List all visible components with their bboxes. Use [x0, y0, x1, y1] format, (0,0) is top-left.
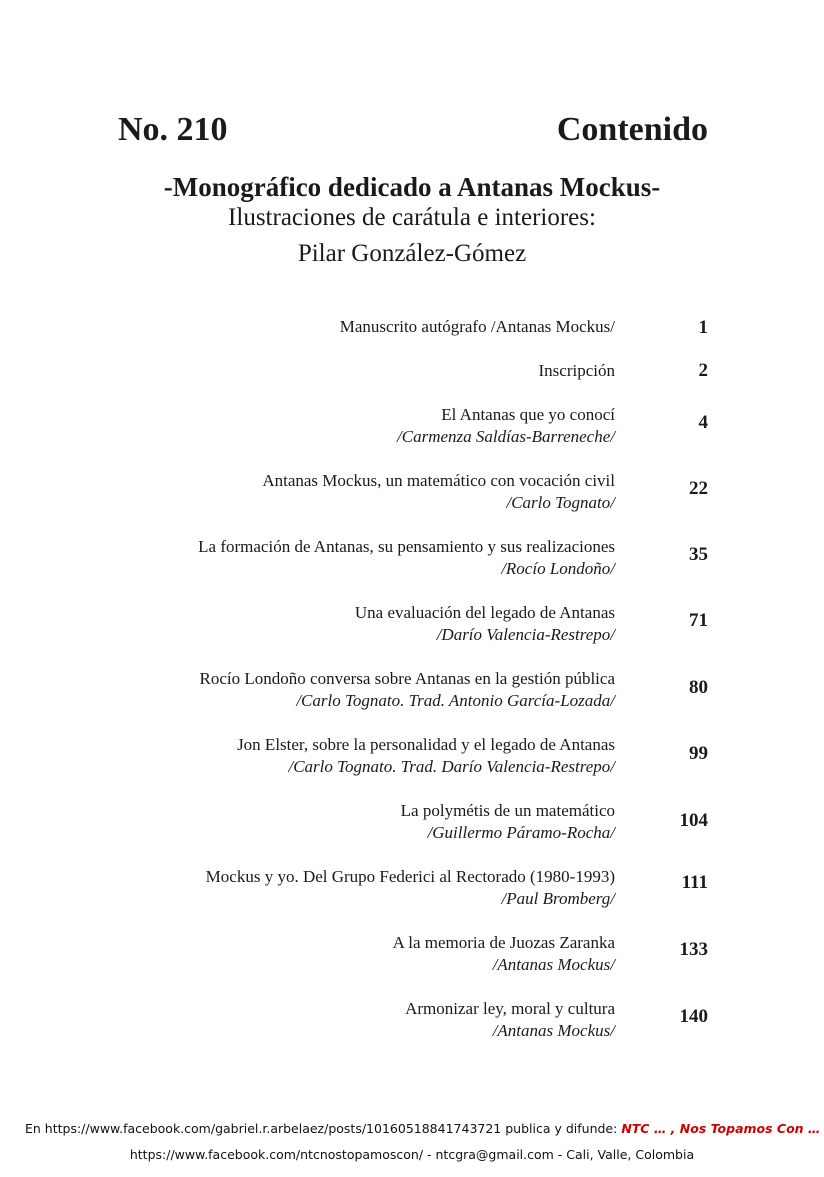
entry-author: /Rocío Londoño/: [501, 559, 615, 578]
illustration-credit-label: Ilustraciones de carátula e interiores:: [228, 204, 596, 231]
entry-author: /Carlo Tognato/: [506, 493, 615, 512]
entry-page-number: 99: [689, 743, 708, 764]
entry-page-number: 80: [689, 677, 708, 698]
entry-title: Rocío Londoño conversa sobre Antanas en la gestión pública: [199, 669, 615, 688]
entry-page-number: 22: [689, 478, 708, 499]
entry-title: La formación de Antanas, su pensamiento y sus realizaciones: [198, 537, 615, 556]
entry-author: /Paul Bromberg/: [501, 889, 615, 908]
entry-author: /Carlo Tognato. Trad. Antonio García-Lozada/: [296, 691, 615, 710]
entry-page-number: 2: [698, 360, 708, 381]
entry-title: Mockus y yo. Del Grupo Federici al Rectorado (1980-1993): [205, 867, 615, 886]
footer-source-text: En https://www.facebook.com/gabriel.r.arbelaez/posts/10160518841743721 publica y difunde:: [25, 1121, 622, 1136]
entry-page-number: 1: [698, 317, 708, 338]
entry-title: Antanas Mockus, un matemático con vocación civil: [262, 471, 615, 490]
entry-title: Manuscrito autógrafo /Antanas Mockus/: [339, 317, 615, 336]
entry-title: Una evaluación del legado de Antanas: [354, 603, 615, 622]
monograph-subtitle: -Monográfico dedicado a Antanas Mockus-: [163, 172, 661, 202]
entry-title: Armonizar ley, moral y cultura: [405, 999, 615, 1018]
entry-author: /Darío Valencia-Restrepo/: [436, 625, 615, 644]
entry-page-number: 111: [681, 872, 708, 893]
entry-page-number: 104: [679, 810, 708, 831]
entry-page-number: 133: [679, 939, 708, 960]
entry-page-number: 35: [689, 544, 708, 565]
footer-contact-line: https://www.facebook.com/ntcnostopamoscon/ - ntcgra@gmail.com - Cali, Valle, Colombia: [129, 1147, 695, 1162]
entry-page-number: 140: [679, 1006, 708, 1027]
contents-heading: Contenido: [556, 111, 708, 148]
entry-title: La polymétis de un matemático: [400, 801, 615, 820]
footer-source-line: [0, 1121, 824, 1136]
entry-author: /Antanas Mockus/: [492, 1021, 615, 1040]
entry-title: Inscripción: [538, 361, 615, 380]
entry-title: Jon Elster, sobre la personalidad y el legado de Antanas: [237, 735, 615, 754]
illustrator-name: Pilar González-Gómez: [297, 240, 527, 267]
entry-title: A la memoria de Juozas Zaranka: [392, 933, 615, 952]
entry-author: /Guillermo Páramo-Rocha/: [427, 823, 615, 842]
entry-title: El Antanas que yo conocí: [441, 405, 615, 424]
entry-author: /Carmenza Saldías-Barreneche/: [397, 427, 615, 446]
footer-tagline: NTC … , Nos Topamos Con …: [621, 1121, 821, 1136]
page-header: [118, 108, 708, 152]
entry-author: /Antanas Mockus/: [492, 955, 615, 974]
issue-number: No. 210: [118, 111, 228, 148]
entry-page-number: 4: [698, 412, 708, 433]
entry-author: /Carlo Tognato. Trad. Darío Valencia-Restrepo/: [288, 757, 615, 776]
entry-page-number: 71: [689, 610, 708, 631]
